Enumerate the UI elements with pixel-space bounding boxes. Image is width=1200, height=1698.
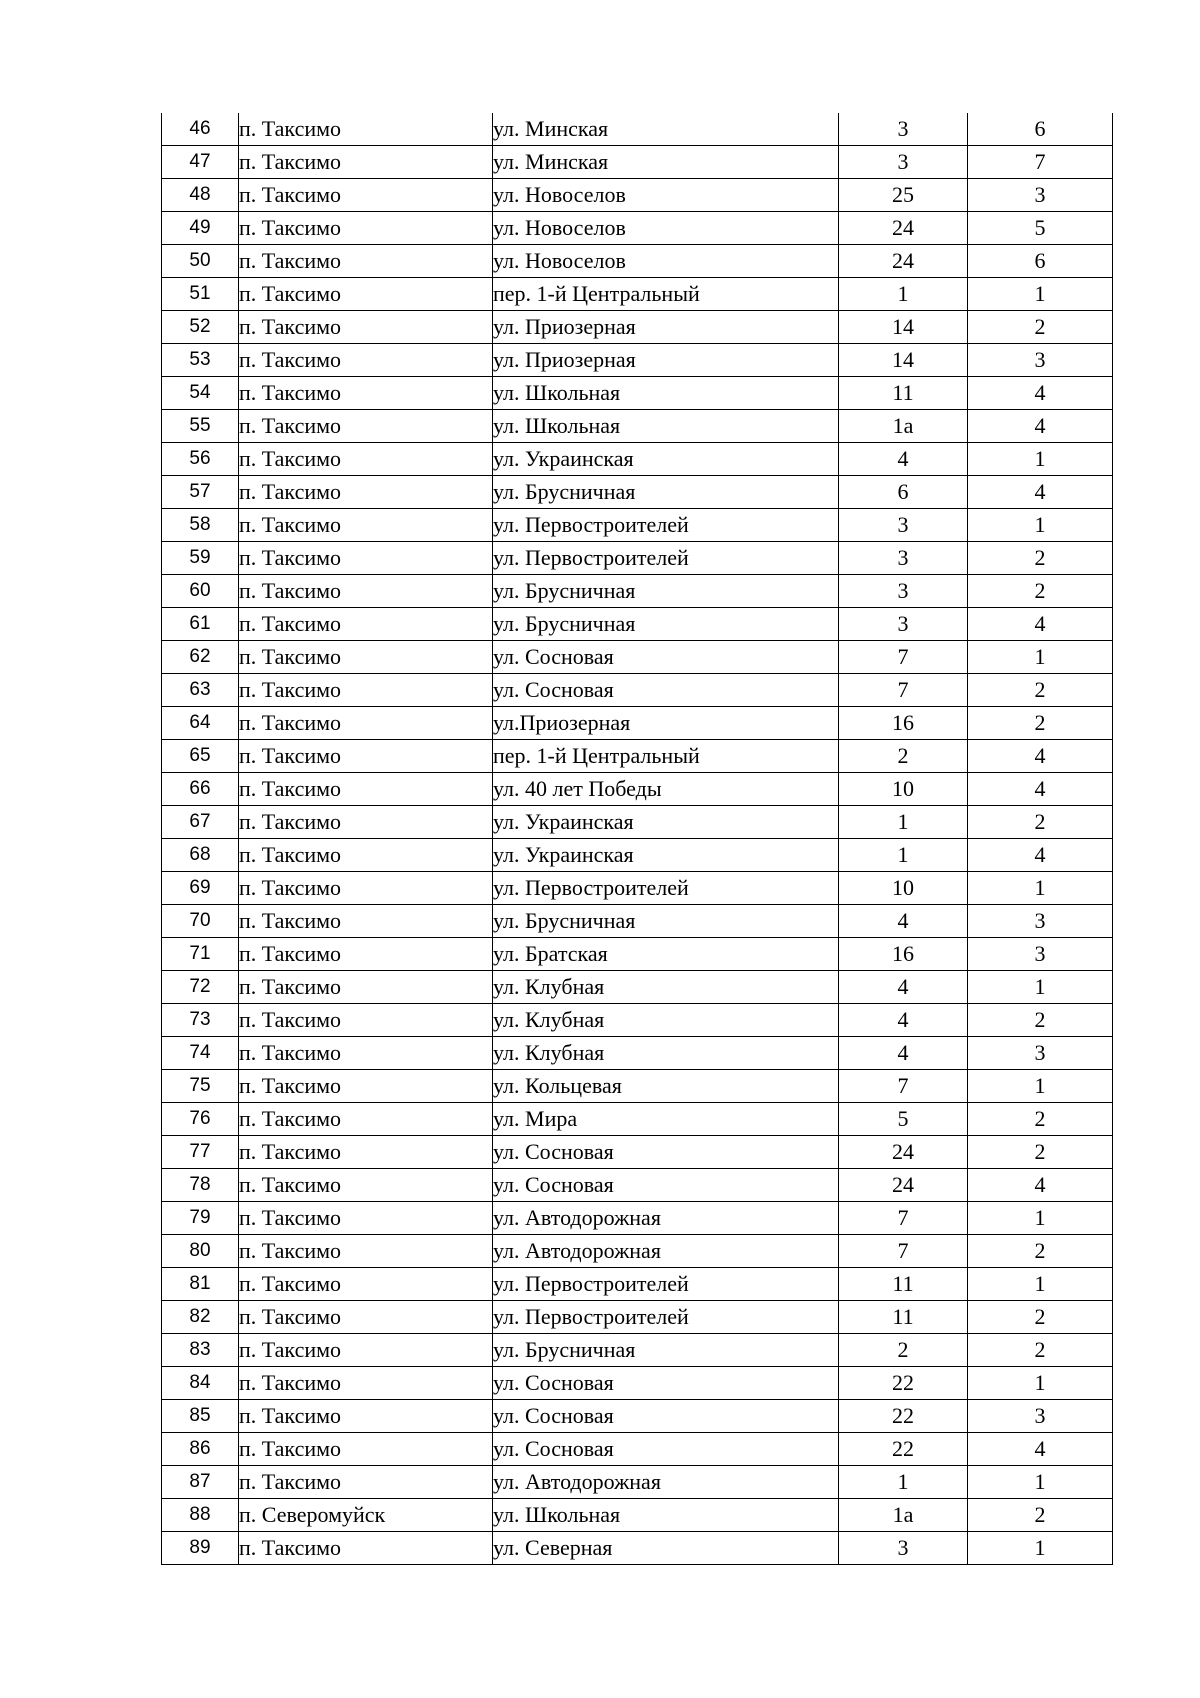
- street-cell: ул. Первостроителей: [493, 1268, 839, 1301]
- street-cell: ул. Украинская: [493, 806, 839, 839]
- locality-cell: п. Таксимо: [239, 1169, 493, 1202]
- locality-cell: п. Таксимо: [239, 146, 493, 179]
- locality-cell: п. Таксимо: [239, 377, 493, 410]
- table-row: [162, 245, 1113, 278]
- locality-cell: п. Таксимо: [239, 344, 493, 377]
- apartment-number-cell: 6: [968, 113, 1113, 146]
- row-number: 85: [162, 1400, 239, 1433]
- locality-cell: п. Таксимо: [239, 1202, 493, 1235]
- row-number: 53: [162, 344, 239, 377]
- house-number-cell: 22: [839, 1367, 968, 1400]
- house-number-cell: 1а: [839, 410, 968, 443]
- locality-cell: п. Таксимо: [239, 872, 493, 905]
- table-row: [162, 1268, 1113, 1301]
- street-cell: ул. Сосновая: [493, 1367, 839, 1400]
- house-number-cell: 3: [839, 575, 968, 608]
- locality-cell: п. Таксимо: [239, 410, 493, 443]
- table-row: [162, 608, 1113, 641]
- table-row: [162, 146, 1113, 179]
- row-number: 87: [162, 1466, 239, 1499]
- street-cell: ул. Брусничная: [493, 575, 839, 608]
- table-row: [162, 212, 1113, 245]
- table-row: [162, 311, 1113, 344]
- street-cell: ул. Брусничная: [493, 476, 839, 509]
- street-cell: ул. Брусничная: [493, 1334, 839, 1367]
- apartment-number-cell: 1: [968, 1466, 1113, 1499]
- locality-cell: п. Таксимо: [239, 608, 493, 641]
- locality-cell: п. Таксимо: [239, 1004, 493, 1037]
- street-cell: ул. Автодорожная: [493, 1235, 839, 1268]
- apartment-number-cell: 4: [968, 839, 1113, 872]
- row-number: 83: [162, 1334, 239, 1367]
- row-number: 49: [162, 212, 239, 245]
- table-row: [162, 509, 1113, 542]
- locality-cell: п. Таксимо: [239, 1532, 493, 1565]
- street-cell: ул. Братская: [493, 938, 839, 971]
- table-row: [162, 344, 1113, 377]
- locality-cell: п. Таксимо: [239, 1367, 493, 1400]
- table-row: [162, 938, 1113, 971]
- row-number: 46: [162, 113, 239, 146]
- street-cell: ул. Приозерная: [493, 311, 839, 344]
- locality-cell: п. Таксимо: [239, 509, 493, 542]
- street-cell: ул. Школьная: [493, 377, 839, 410]
- house-number-cell: 10: [839, 773, 968, 806]
- row-number: 81: [162, 1268, 239, 1301]
- locality-cell: п. Таксимо: [239, 1037, 493, 1070]
- locality-cell: п. Таксимо: [239, 575, 493, 608]
- apartment-number-cell: 2: [968, 311, 1113, 344]
- apartment-number-cell: 2: [968, 1499, 1113, 1532]
- row-number: 64: [162, 707, 239, 740]
- table-row: [162, 707, 1113, 740]
- house-number-cell: 3: [839, 509, 968, 542]
- apartment-number-cell: 7: [968, 146, 1113, 179]
- house-number-cell: 22: [839, 1400, 968, 1433]
- street-cell: ул. Новоселов: [493, 179, 839, 212]
- table-row: [162, 1532, 1113, 1565]
- row-number: 51: [162, 278, 239, 311]
- table-row: [162, 410, 1113, 443]
- house-number-cell: 1: [839, 1466, 968, 1499]
- house-number-cell: 7: [839, 1070, 968, 1103]
- apartment-number-cell: 2: [968, 542, 1113, 575]
- row-number: 50: [162, 245, 239, 278]
- locality-cell: п. Таксимо: [239, 905, 493, 938]
- apartment-number-cell: 2: [968, 1235, 1113, 1268]
- house-number-cell: 22: [839, 1433, 968, 1466]
- apartment-number-cell: 1: [968, 1268, 1113, 1301]
- house-number-cell: 24: [839, 245, 968, 278]
- table-body: [162, 113, 1113, 1565]
- street-cell: ул. Первостроителей: [493, 509, 839, 542]
- row-number: 78: [162, 1169, 239, 1202]
- row-number: 63: [162, 674, 239, 707]
- locality-cell: п. Таксимо: [239, 443, 493, 476]
- table-row: [162, 1202, 1113, 1235]
- house-number-cell: 10: [839, 872, 968, 905]
- street-cell: ул. Минская: [493, 146, 839, 179]
- apartment-number-cell: 4: [968, 377, 1113, 410]
- house-number-cell: 4: [839, 905, 968, 938]
- table-row: [162, 806, 1113, 839]
- locality-cell: п. Таксимо: [239, 674, 493, 707]
- row-number: 79: [162, 1202, 239, 1235]
- apartment-number-cell: 1: [968, 1367, 1113, 1400]
- table-row: [162, 641, 1113, 674]
- table-row: [162, 1334, 1113, 1367]
- row-number: 72: [162, 971, 239, 1004]
- row-number: 70: [162, 905, 239, 938]
- table-row: [162, 1070, 1113, 1103]
- locality-cell: п. Таксимо: [239, 1334, 493, 1367]
- table-row: [162, 1136, 1113, 1169]
- locality-cell: п. Таксимо: [239, 113, 493, 146]
- locality-cell: п. Таксимо: [239, 1103, 493, 1136]
- apartment-number-cell: 1: [968, 971, 1113, 1004]
- row-number: 69: [162, 872, 239, 905]
- street-cell: ул. Клубная: [493, 971, 839, 1004]
- table-row: [162, 872, 1113, 905]
- house-number-cell: 2: [839, 1334, 968, 1367]
- locality-cell: п. Таксимо: [239, 1400, 493, 1433]
- row-number: 88: [162, 1499, 239, 1532]
- apartment-number-cell: 1: [968, 1532, 1113, 1565]
- table-row: [162, 1169, 1113, 1202]
- house-number-cell: 5: [839, 1103, 968, 1136]
- apartment-number-cell: 4: [968, 773, 1113, 806]
- street-cell: ул. Клубная: [493, 1037, 839, 1070]
- address-table: [161, 113, 1113, 1565]
- street-cell: ул. Украинская: [493, 443, 839, 476]
- apartment-number-cell: 3: [968, 179, 1113, 212]
- locality-cell: п. Таксимо: [239, 1301, 493, 1334]
- street-cell: ул. Брусничная: [493, 905, 839, 938]
- locality-cell: п. Таксимо: [239, 1235, 493, 1268]
- table-row: [162, 377, 1113, 410]
- row-number: 59: [162, 542, 239, 575]
- row-number: 61: [162, 608, 239, 641]
- apartment-number-cell: 2: [968, 674, 1113, 707]
- locality-cell: п. Таксимо: [239, 245, 493, 278]
- table-row: [162, 905, 1113, 938]
- row-number: 82: [162, 1301, 239, 1334]
- house-number-cell: 4: [839, 1037, 968, 1070]
- house-number-cell: 1а: [839, 1499, 968, 1532]
- locality-cell: п. Таксимо: [239, 1466, 493, 1499]
- street-cell: ул. Украинская: [493, 839, 839, 872]
- apartment-number-cell: 4: [968, 740, 1113, 773]
- locality-cell: п. Таксимо: [239, 179, 493, 212]
- apartment-number-cell: 1: [968, 509, 1113, 542]
- row-number: 47: [162, 146, 239, 179]
- street-cell: ул. Сосновая: [493, 1400, 839, 1433]
- apartment-number-cell: 1: [968, 1070, 1113, 1103]
- table-row: [162, 1004, 1113, 1037]
- street-cell: пер. 1-й Центральный: [493, 740, 839, 773]
- locality-cell: п. Таксимо: [239, 212, 493, 245]
- row-number: 76: [162, 1103, 239, 1136]
- row-number: 57: [162, 476, 239, 509]
- street-cell: ул. 40 лет Победы: [493, 773, 839, 806]
- table-row: [162, 1037, 1113, 1070]
- house-number-cell: 16: [839, 938, 968, 971]
- street-cell: ул. Школьная: [493, 1499, 839, 1532]
- apartment-number-cell: 1: [968, 278, 1113, 311]
- house-number-cell: 3: [839, 542, 968, 575]
- locality-cell: п. Таксимо: [239, 278, 493, 311]
- locality-cell: п. Таксимо: [239, 311, 493, 344]
- locality-cell: п. Таксимо: [239, 542, 493, 575]
- street-cell: ул. Автодорожная: [493, 1466, 839, 1499]
- locality-cell: п. Северомуйск: [239, 1499, 493, 1532]
- apartment-number-cell: 2: [968, 1136, 1113, 1169]
- row-number: 75: [162, 1070, 239, 1103]
- table-row: [162, 674, 1113, 707]
- apartment-number-cell: 6: [968, 245, 1113, 278]
- row-number: 62: [162, 641, 239, 674]
- house-number-cell: 1: [839, 806, 968, 839]
- street-cell: ул. Сосновая: [493, 1136, 839, 1169]
- apartment-number-cell: 1: [968, 872, 1113, 905]
- apartment-number-cell: 3: [968, 1400, 1113, 1433]
- street-cell: ул. Кольцевая: [493, 1070, 839, 1103]
- locality-cell: п. Таксимо: [239, 938, 493, 971]
- locality-cell: п. Таксимо: [239, 773, 493, 806]
- house-number-cell: 24: [839, 1136, 968, 1169]
- apartment-number-cell: 4: [968, 476, 1113, 509]
- house-number-cell: 11: [839, 377, 968, 410]
- house-number-cell: 24: [839, 1169, 968, 1202]
- locality-cell: п. Таксимо: [239, 1070, 493, 1103]
- house-number-cell: 3: [839, 1532, 968, 1565]
- row-number: 71: [162, 938, 239, 971]
- table-row: [162, 575, 1113, 608]
- apartment-number-cell: 2: [968, 1301, 1113, 1334]
- table-row: [162, 1499, 1113, 1532]
- street-cell: ул. Первостроителей: [493, 542, 839, 575]
- house-number-cell: 1: [839, 278, 968, 311]
- street-cell: ул. Школьная: [493, 410, 839, 443]
- street-cell: ул. Новоселов: [493, 245, 839, 278]
- locality-cell: п. Таксимо: [239, 839, 493, 872]
- apartment-number-cell: 2: [968, 575, 1113, 608]
- locality-cell: п. Таксимо: [239, 806, 493, 839]
- apartment-number-cell: 2: [968, 1004, 1113, 1037]
- row-number: 67: [162, 806, 239, 839]
- row-number: 68: [162, 839, 239, 872]
- table-row: [162, 476, 1113, 509]
- apartment-number-cell: 4: [968, 608, 1113, 641]
- apartment-number-cell: 3: [968, 938, 1113, 971]
- house-number-cell: 3: [839, 608, 968, 641]
- row-number: 52: [162, 311, 239, 344]
- apartment-number-cell: 4: [968, 410, 1113, 443]
- table-row: [162, 1433, 1113, 1466]
- house-number-cell: 7: [839, 1235, 968, 1268]
- apartment-number-cell: 2: [968, 1334, 1113, 1367]
- locality-cell: п. Таксимо: [239, 740, 493, 773]
- table-row: [162, 542, 1113, 575]
- apartment-number-cell: 5: [968, 212, 1113, 245]
- row-number: 84: [162, 1367, 239, 1400]
- street-cell: ул. Брусничная: [493, 608, 839, 641]
- locality-cell: п. Таксимо: [239, 707, 493, 740]
- house-number-cell: 14: [839, 311, 968, 344]
- house-number-cell: 4: [839, 443, 968, 476]
- house-number-cell: 16: [839, 707, 968, 740]
- street-cell: ул. Автодорожная: [493, 1202, 839, 1235]
- apartment-number-cell: 1: [968, 641, 1113, 674]
- street-cell: ул. Сосновая: [493, 674, 839, 707]
- street-cell: ул. Северная: [493, 1532, 839, 1565]
- table-row: [162, 839, 1113, 872]
- row-number: 48: [162, 179, 239, 212]
- house-number-cell: 3: [839, 113, 968, 146]
- table-row: [162, 1400, 1113, 1433]
- house-number-cell: 7: [839, 641, 968, 674]
- house-number-cell: 4: [839, 971, 968, 1004]
- row-number: 55: [162, 410, 239, 443]
- row-number: 65: [162, 740, 239, 773]
- house-number-cell: 24: [839, 212, 968, 245]
- house-number-cell: 7: [839, 1202, 968, 1235]
- table-row: [162, 1301, 1113, 1334]
- table-row: [162, 740, 1113, 773]
- street-cell: ул. Первостроителей: [493, 1301, 839, 1334]
- street-cell: ул. Приозерная: [493, 344, 839, 377]
- apartment-number-cell: 1: [968, 443, 1113, 476]
- house-number-cell: 4: [839, 1004, 968, 1037]
- apartment-number-cell: 2: [968, 806, 1113, 839]
- row-number: 60: [162, 575, 239, 608]
- street-cell: ул.Приозерная: [493, 707, 839, 740]
- house-number-cell: 3: [839, 146, 968, 179]
- house-number-cell: 11: [839, 1301, 968, 1334]
- table-row: [162, 971, 1113, 1004]
- table-row: [162, 443, 1113, 476]
- table-row: [162, 773, 1113, 806]
- house-number-cell: 1: [839, 839, 968, 872]
- row-number: 74: [162, 1037, 239, 1070]
- row-number: 66: [162, 773, 239, 806]
- house-number-cell: 2: [839, 740, 968, 773]
- apartment-number-cell: 3: [968, 344, 1113, 377]
- table-row: [162, 1235, 1113, 1268]
- house-number-cell: 7: [839, 674, 968, 707]
- street-cell: ул. Сосновая: [493, 641, 839, 674]
- row-number: 89: [162, 1532, 239, 1565]
- street-cell: ул. Сосновая: [493, 1433, 839, 1466]
- locality-cell: п. Таксимо: [239, 476, 493, 509]
- apartment-number-cell: 4: [968, 1433, 1113, 1466]
- street-cell: ул. Новоселов: [493, 212, 839, 245]
- street-cell: ул. Клубная: [493, 1004, 839, 1037]
- house-number-cell: 6: [839, 476, 968, 509]
- locality-cell: п. Таксимо: [239, 1268, 493, 1301]
- apartment-number-cell: 4: [968, 1169, 1113, 1202]
- street-cell: ул. Первостроителей: [493, 872, 839, 905]
- row-number: 73: [162, 1004, 239, 1037]
- table-row: [162, 1367, 1113, 1400]
- apartment-number-cell: 2: [968, 707, 1113, 740]
- street-cell: пер. 1-й Центральный: [493, 278, 839, 311]
- street-cell: ул. Мира: [493, 1103, 839, 1136]
- apartment-number-cell: 3: [968, 1037, 1113, 1070]
- table-row: [162, 179, 1113, 212]
- row-number: 80: [162, 1235, 239, 1268]
- locality-cell: п. Таксимо: [239, 971, 493, 1004]
- locality-cell: п. Таксимо: [239, 1136, 493, 1169]
- apartment-number-cell: 2: [968, 1103, 1113, 1136]
- table-row: [162, 1103, 1113, 1136]
- table-row: [162, 113, 1113, 146]
- locality-cell: п. Таксимо: [239, 1433, 493, 1466]
- table-row: [162, 278, 1113, 311]
- apartment-number-cell: 1: [968, 1202, 1113, 1235]
- apartment-number-cell: 3: [968, 905, 1113, 938]
- table-row: [162, 1466, 1113, 1499]
- row-number: 56: [162, 443, 239, 476]
- street-cell: ул. Сосновая: [493, 1169, 839, 1202]
- house-number-cell: 14: [839, 344, 968, 377]
- house-number-cell: 25: [839, 179, 968, 212]
- house-number-cell: 11: [839, 1268, 968, 1301]
- row-number: 54: [162, 377, 239, 410]
- row-number: 77: [162, 1136, 239, 1169]
- locality-cell: п. Таксимо: [239, 641, 493, 674]
- row-number: 58: [162, 509, 239, 542]
- row-number: 86: [162, 1433, 239, 1466]
- street-cell: ул. Минская: [493, 113, 839, 146]
